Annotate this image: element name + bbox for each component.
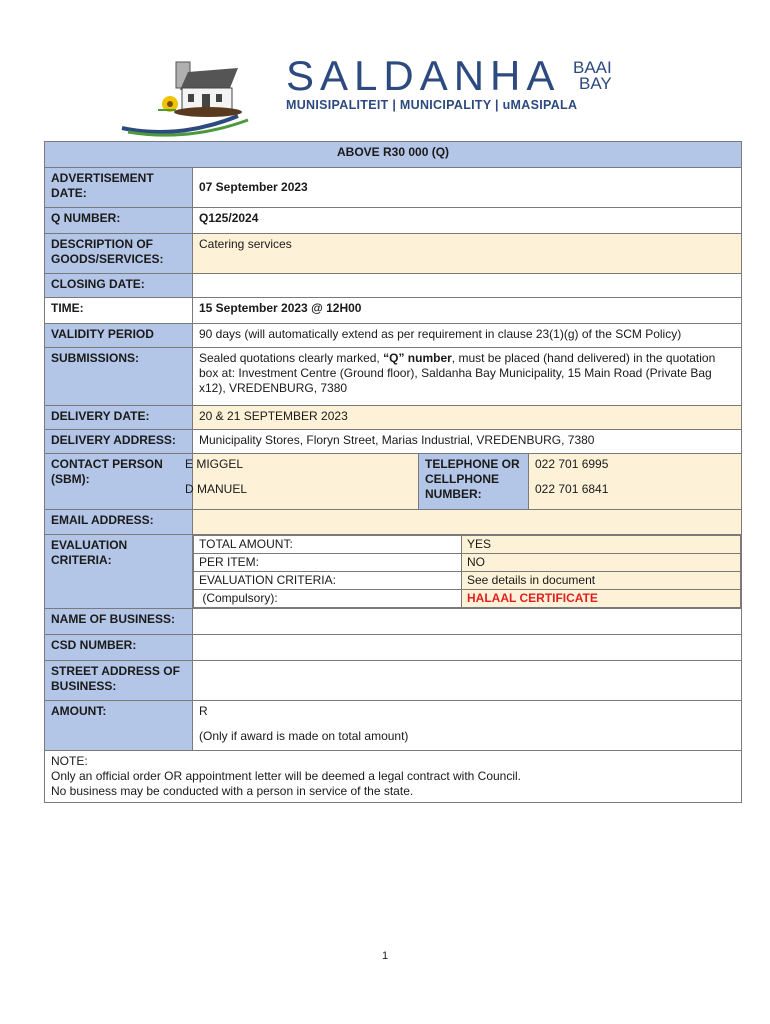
submissions-text-pre: Sealed quotations clearly marked, xyxy=(199,351,384,365)
evaluation-row xyxy=(194,536,741,554)
submissions-label: SUBMISSIONS: xyxy=(45,348,193,406)
telephone-label: TELEPHONE OR CELLPHONE NUMBER: xyxy=(419,454,529,510)
amount-currency: R xyxy=(199,704,208,718)
evaluation-key: (Compulsory): xyxy=(194,590,462,608)
evaluation-row xyxy=(194,554,741,572)
contact-person-2: D MANUEL xyxy=(185,482,248,496)
description-label: DESCRIPTION OF GOODS/SERVICES: xyxy=(45,234,193,274)
delivery-date-value: 20 & 21 SEPTEMBER 2023 xyxy=(193,406,742,430)
amount-field[interactable] xyxy=(193,701,742,751)
form-header: ABOVE R30 000 (Q) xyxy=(45,142,742,168)
delivery-date-label: DELIVERY DATE: xyxy=(45,406,193,430)
telephone-2: 022 701 6841 xyxy=(535,482,609,496)
brand-baai-bay xyxy=(573,60,612,92)
evaluation-key: EVALUATION CRITERIA: xyxy=(194,572,462,590)
street-address-field[interactable] xyxy=(193,661,742,701)
advertisement-date-value: 07 September 2023 xyxy=(193,168,742,208)
brand-subtitle: MUNISIPALITEIT | MUNICIPALITY | uMASIPALA xyxy=(286,98,578,112)
telephone-numbers xyxy=(529,454,742,510)
note-line-1: Only an official order OR appointment letter will be deemed a legal contract with Council. xyxy=(51,769,522,783)
note-line-2: No business may be conducted with a person in service of the state. xyxy=(51,784,414,798)
evaluation-row xyxy=(194,572,741,590)
contact-persons xyxy=(185,454,419,510)
time-value: 15 September 2023 @ 12H00 xyxy=(193,298,742,324)
evaluation-criteria-label: EVALUATION CRITERIA: xyxy=(45,535,193,609)
evaluation-value: See details in document xyxy=(462,572,741,590)
closing-date-value xyxy=(193,274,742,298)
page-number: 1 xyxy=(381,950,389,962)
saldanha-bay-logo xyxy=(118,52,638,138)
house-swoosh-emblem xyxy=(118,58,288,138)
email-label: EMAIL ADDRESS: xyxy=(45,510,193,535)
q-number-label: Q NUMBER: xyxy=(45,208,193,234)
closing-date-label: CLOSING DATE: xyxy=(45,274,193,298)
amount-note: (Only if award is made on total amount) xyxy=(199,729,409,743)
note-block xyxy=(45,751,742,803)
street-address-label: STREET ADDRESS OF BUSINESS: xyxy=(45,661,193,701)
evaluation-row xyxy=(194,590,741,608)
evaluation-value-halaal: HALAAL CERTIFICATE xyxy=(462,590,741,608)
amount-label: AMOUNT: xyxy=(45,701,193,751)
evaluation-value: YES xyxy=(462,536,741,554)
note-title: NOTE: xyxy=(51,754,88,768)
delivery-address-value: Municipality Stores, Floryn Street, Marias Industrial, VREDENBURG, 7380 xyxy=(193,430,742,454)
contact-person-1: E MIGGEL xyxy=(185,457,244,471)
description-value: Catering services xyxy=(193,234,742,274)
csd-number-label: CSD NUMBER: xyxy=(45,635,193,661)
contact-person-label: CONTACT PERSON (SBM): xyxy=(45,454,193,510)
submissions-value xyxy=(193,348,742,406)
evaluation-criteria-table-cell xyxy=(193,535,742,609)
brand-baai: BAAI xyxy=(573,58,612,77)
submissions-q-number-emph: “Q” number xyxy=(383,351,452,365)
advertisement-date-label: ADVERTISEMENT DATE: xyxy=(45,168,193,208)
time-label: TIME: xyxy=(45,298,193,324)
evaluation-key: TOTAL AMOUNT: xyxy=(194,536,462,554)
business-name-field[interactable] xyxy=(193,609,742,635)
email-value xyxy=(193,510,742,535)
submissions-text-post: , must be placed (hand delivered) in the quotation box at: Investment Centre (Ground floor), Saldanha Bay Municipality, 15 Main Road (Private Bag x12), VREDENBURG, 7380 xyxy=(199,351,716,395)
validity-value: 90 days (will automatically extend as per requirement in clause 23(1)(g) of the SCM Policy) xyxy=(193,324,742,348)
quotation-form-table xyxy=(44,141,742,803)
evaluation-key: PER ITEM: xyxy=(194,554,462,572)
telephone-1: 022 701 6995 xyxy=(535,457,609,471)
business-name-label: NAME OF BUSINESS: xyxy=(45,609,193,635)
delivery-address-label: DELIVERY ADDRESS: xyxy=(45,430,193,454)
csd-number-field[interactable] xyxy=(193,635,742,661)
evaluation-criteria-table xyxy=(193,535,741,608)
brand-bay: BAY xyxy=(578,74,612,93)
evaluation-value: NO xyxy=(462,554,741,572)
q-number-value: Q125/2024 xyxy=(193,208,742,234)
validity-label: VALIDITY PERIOD xyxy=(45,324,193,348)
brand-name: SALDANHA xyxy=(286,52,561,99)
